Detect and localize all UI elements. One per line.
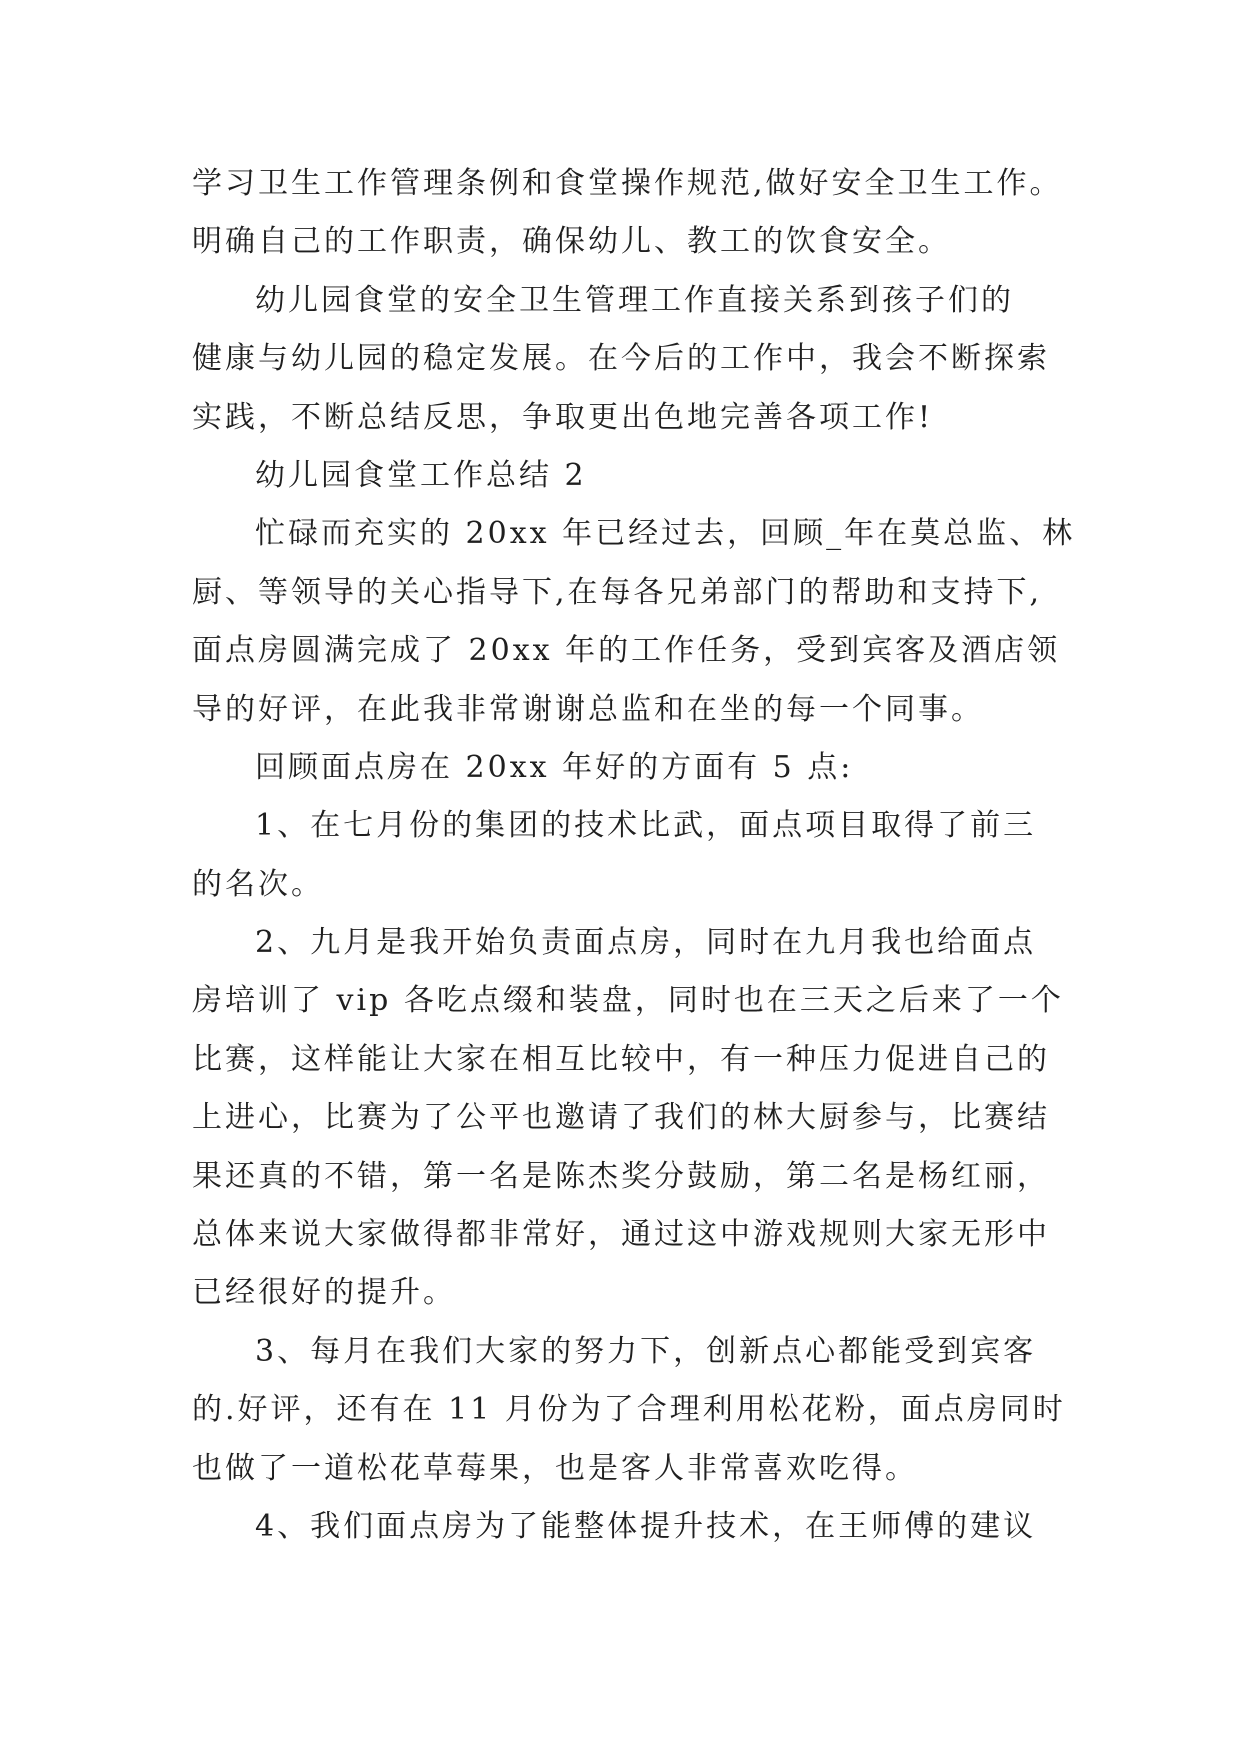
paragraph-start-line: 幼儿园食堂的安全卫生管理工作直接关系到孩子们的	[255, 282, 1014, 318]
text-line: 厨、等领导的关心指导下,在每各兄弟部门的帮助和支持下,	[192, 574, 1043, 610]
text-line: 面点房圆满完成了 20xx 年的工作任务，受到宾客及酒店领	[192, 633, 1061, 669]
paragraph-start-line: 忙碌而充实的 20xx 年已经过去，回顾_年在莫总监、林	[255, 516, 1076, 552]
text-line: 房培训了 vip 各吃点缀和装盘，同时也在三天之后来了一个	[192, 983, 1064, 1019]
list-item-4-line: 4、我们面点房为了能整体提升技术，在王师傅的建议	[255, 1508, 1037, 1544]
paragraph-start-line: 回顾面点房在 20xx 年好的方面有 5 点:	[255, 749, 854, 785]
text-line: 果还真的不错，第一名是陈杰奖分鼓励，第二名是杨红丽，	[192, 1158, 1050, 1194]
text-line: 明确自己的工作职责，确保幼儿、教工的饮食安全。	[192, 224, 951, 260]
text-line: 学习卫生工作管理条例和食堂操作规范,做好安全卫生工作。	[192, 166, 1063, 201]
text-line: 已经很好的提升。	[192, 1275, 456, 1311]
text-line: 总体来说大家做得都非常好，通过这中游戏规则大家无形中	[192, 1217, 1050, 1253]
list-item-2-line: 2、九月是我开始负责面点房，同时在九月我也给面点	[255, 925, 1037, 961]
list-item-3-line: 3、每月在我们大家的努力下，创新点心都能受到宾客	[255, 1333, 1037, 1369]
text-line: 实践，不断总结反思，争取更出色地完善各项工作!	[192, 399, 934, 435]
text-line: 导的好评，在此我非常谢谢总监和在坐的每一个同事。	[192, 691, 984, 727]
text-line: 也做了一道松花草莓果，也是客人非常喜欢吃得。	[192, 1450, 918, 1486]
text-line: 的名次。	[192, 866, 324, 902]
text-line: 健康与幼儿园的稳定发展。在今后的工作中，我会不断探索	[192, 341, 1050, 377]
section-heading: 幼儿园食堂工作总结 2	[255, 457, 587, 493]
text-line: 上进心，比赛为了公平也邀请了我们的林大厨参与，比赛结	[192, 1100, 1050, 1136]
list-item-1-line: 1、在七月份的集团的技术比武，面点项目取得了前三	[255, 808, 1037, 844]
text-line: 比赛，这样能让大家在相互比较中，有一种压力促进自己的	[192, 1041, 1050, 1077]
document-body	[192, 155, 1082, 1556]
text-line: 的.好评，还有在 11 月份为了合理利用松花粉，面点房同时	[192, 1392, 1066, 1428]
